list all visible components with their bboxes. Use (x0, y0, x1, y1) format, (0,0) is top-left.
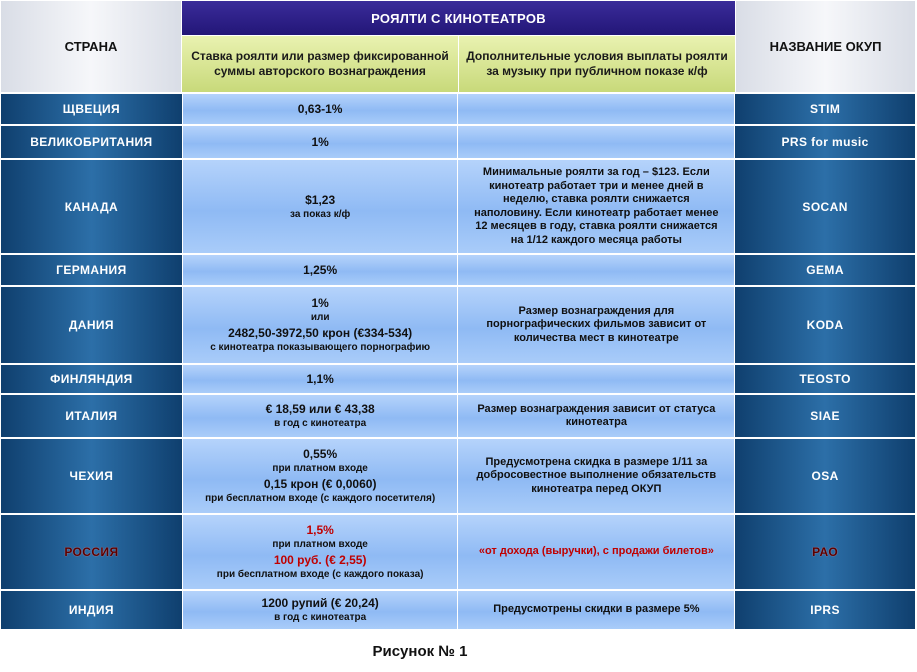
country-cell: ЧЕХИЯ (1, 439, 182, 513)
table-header (1, 1, 915, 92)
organization-cell: TEOSTO (734, 365, 915, 393)
organization-cell: GEMA (734, 255, 915, 285)
condition-cell (458, 365, 734, 393)
rate-cell (182, 287, 459, 363)
rate-value: 1,25% (303, 263, 338, 277)
organization-cell: KODA (734, 287, 915, 363)
rate-note: в год с кинотеатра (274, 612, 367, 623)
country-cell: ГЕРМАНИЯ (1, 255, 182, 285)
condition-cell: Размер вознаграждения для порнографических фильмов зависит от количества мест в кинотеатре (458, 287, 734, 363)
rate-value: 1,5% (306, 523, 334, 537)
header-main-title: РОЯЛТИ С КИНОТЕАТРОВ (182, 1, 735, 35)
rate-value: 2482,50-3972,50 крон (€334-534) (228, 326, 413, 340)
condition-cell (458, 255, 734, 285)
rate-value: 1% (311, 296, 329, 310)
rate-note: при платном входе (272, 463, 368, 474)
condition-cell (458, 94, 734, 124)
rate-value: 1200 рупий (€ 20,24) (261, 596, 379, 610)
country-cell: ЩВЕЦИЯ (1, 94, 182, 124)
rate-cell (182, 126, 459, 158)
table-row (1, 253, 915, 285)
rate-cell (182, 94, 459, 124)
rate-cell (182, 365, 459, 393)
figure-caption: Рисунок № 1 (372, 643, 468, 660)
rate-cell (182, 591, 459, 629)
country-cell: РОССИЯ (1, 515, 182, 589)
rate-value: $1,23 (305, 192, 336, 207)
rate-note: за показ к/ф (289, 208, 351, 220)
table-row (1, 437, 915, 513)
table-row (1, 589, 915, 629)
country-cell: ИТАЛИЯ (1, 395, 182, 437)
rate-cell (182, 255, 459, 285)
rate-value: 1% (311, 135, 329, 149)
header-conditions-column: Дополнительные условия выплаты роялти за музыку при публичном показе к/ф (459, 35, 735, 92)
condition-cell: Размер вознаграждения зависит от статуса кинотеатра (458, 395, 734, 437)
condition-cell (458, 126, 734, 158)
country-cell: ДАНИЯ (1, 287, 182, 363)
country-cell: КАНАДА (1, 160, 182, 253)
organization-cell: STIM (734, 94, 915, 124)
rate-cell (182, 515, 459, 589)
rate-value: 0,55% (303, 447, 338, 461)
rate-note: с кинотеатра показывающего порнографию (210, 342, 431, 353)
rate-cell (182, 160, 459, 253)
table-row (1, 124, 915, 158)
organization-cell: SOCAN (734, 160, 915, 253)
organization-cell: SIAE (734, 395, 915, 437)
rate-cell (182, 439, 459, 513)
rate-note: в год с кинотеатра (274, 418, 367, 429)
table-row (1, 158, 915, 253)
table-row (1, 393, 915, 437)
country-cell: ФИНЛЯНДИЯ (1, 365, 182, 393)
condition-cell: Минимальные роялти за год – $123. Если кинотеатр работает три и менее дней в неделю, ставка роялти снижается наполовину. Если кинотеатр работает менее 12 месяцев в году, ставка роялти снижается на 1/12 каждого месяца работы (458, 160, 734, 253)
rate-note: при бесплатном входе (с каждого показа) (216, 569, 424, 580)
table-row (1, 363, 915, 393)
organization-cell: OSA (734, 439, 915, 513)
rate-value: 0,63-1% (297, 102, 343, 116)
rate-cell (182, 395, 459, 437)
royalty-table (1, 1, 915, 629)
country-cell: ИНДИЯ (1, 591, 182, 629)
table-row (1, 285, 915, 363)
rate-value: 0,15 крон (€ 0,0060) (263, 477, 377, 491)
rate-note: при платном входе (272, 539, 368, 550)
header-rate-column: Ставка роялти или размер фиксированной суммы авторского вознаграждения (182, 35, 459, 92)
rate-note: при бесплатном входе (с каждого посетителя) (205, 493, 436, 504)
rate-value: € 18,59 или € 43,38 (265, 402, 375, 416)
header-country: СТРАНА (1, 1, 182, 92)
table-row (1, 92, 915, 124)
rate-note: или (310, 312, 330, 323)
header-organization: НАЗВАНИЕ ОКУП (735, 1, 915, 92)
rate-value: 1,1% (306, 372, 334, 386)
condition-cell: Предусмотрены скидки в размере 5% (458, 591, 734, 629)
table-row (1, 513, 915, 589)
organization-cell: IPRS (734, 591, 915, 629)
organization-cell: PRS for music (734, 126, 915, 158)
rate-value: 100 руб. (€ 2,55) (273, 553, 367, 567)
condition-cell: «от дохода (выручки), с продажи билетов» (458, 515, 734, 589)
organization-cell: РАО (734, 515, 915, 589)
country-cell: ВЕЛИКОБРИТАНИЯ (1, 126, 182, 158)
condition-cell: Предусмотрена скидка в размере 1/11 за добросовестное выполнение обязательств кинотеатра перед ОКУП (458, 439, 734, 513)
